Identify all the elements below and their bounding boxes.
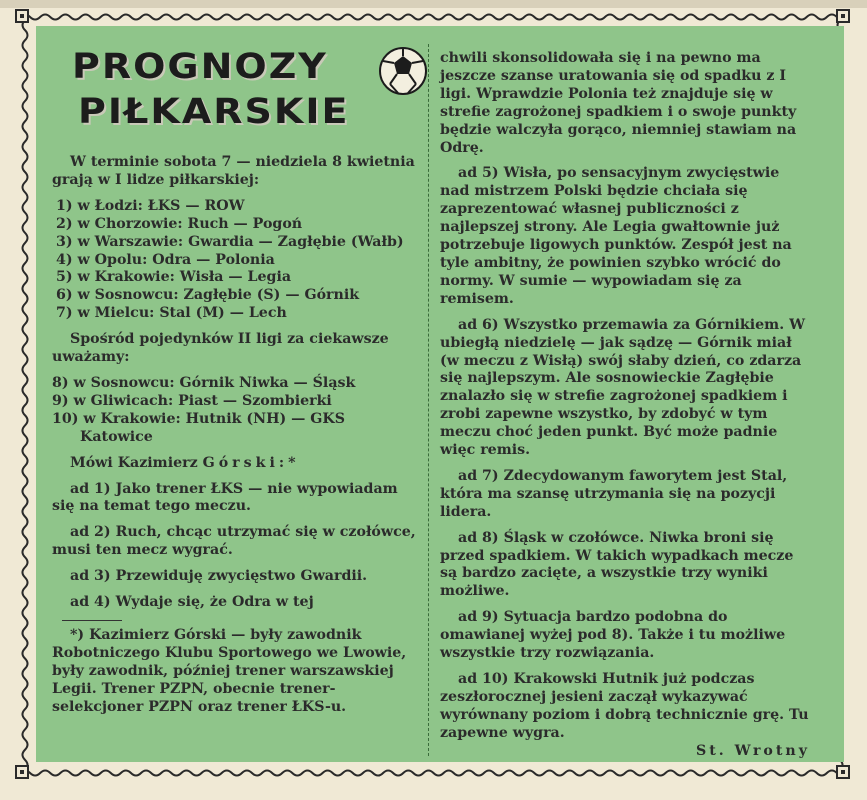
list-item: 6) w Sosnowcu: Zagłębie (S) — Górnik [56,287,360,304]
ornamental-border-left [20,20,30,770]
list-item: 3) w Warszawie: Gwardia — Zagłębie (Wałb) [56,233,404,250]
continued-paragraph: chwili skonsolidowała się i na pewno ma jeszcze szanse uratowania się od spadku z I ligi. Wprawdzie Polonia też znajduje się w strefie zagrożonej spadkiem i o swoje punkty będzie walczyła gorąco, niemniej stawiam na Odrę. [440,50,797,156]
top-strip [0,0,867,8]
ornamental-border-bottom [20,768,847,778]
list-item: 7) w Mielcu: Stal (M) — Lech [56,305,287,322]
list-item: 8) w Sosnowcu: Górnik Niwka — Śląsk [52,374,356,391]
left-column [52,154,420,716]
ad-paragraph: ad 8) Śląsk w czołówce. Niwka broni się przed spadkiem. W takich wypadkach mecze są bardzo zacięte, a wszystkie trzy wyniki możliwe. [440,529,794,600]
corner-ornament [836,765,850,779]
football-icon [378,46,428,96]
quote-intro [52,455,420,473]
ad-paragraph: ad 3) Przewiduję zwycięstwo Gwardii. [70,568,368,585]
ad-paragraph: ad 9) Sytuacja bardzo podobna do omawianej wyżej pod 8). Także i tu możliwe wszystkie trzy rozwiązania. [440,609,786,662]
corner-ornament [15,765,29,779]
column-divider [428,44,430,756]
headline-line-1: PROGNOZY [72,45,328,87]
footnote: *) Kazimierz Górski — były zawodnik Robotniczego Klubu Sportowego we Lwowie, były zawodnik, później trener warszawskiej Legii. Trener PZPN, obecnie trener-selekcjoner PZPN oraz trener ŁKS-u. [52,626,407,715]
ad-paragraph: ad 5) Wisła, po sensacyjnym zwycięstwie nad mistrzem Polski będzie chciała się zaprezentować własnej publiczności z najlepszej strony. Ale Legia gwałtownie już potrzebuje ligowych punktów. Zespół jest na tyle ambitny, że powinien szybko wrócić do normy. W sumie — wypowiadam się za remisem. [440,165,792,307]
author-signature: St. Wrotny [695,742,810,759]
list-item: 5) w Krakowie: Wisła — Legia [56,269,292,286]
ornamental-border-top [20,12,847,22]
ad-paragraph: ad 6) Wszystko przemawia za Górnikiem. W ubiegłą niedzielę — jak sądzę — Górnik miał (w meczu z Wisłą) swój słaby dzień, co zdarza się najlepszym. Ale sosnowieckie Zagłębie znalazło się w strefie zagrożonej spadkiem i zrobi zapewne wszystko, by zdobyć w tym meczu choć jeden punkt. Być może padnie więc remis. [440,316,806,459]
article-headline [48,38,420,138]
corner-ornament [836,9,850,23]
right-column [440,50,810,761]
quoted-person: Górski:* [202,454,300,471]
ad-paragraph: ad 7) Zdecydowanym faworytem jest Stal, która ma szansę utrzymania się na pozycji lidera. [440,467,788,520]
footnote-rule [62,620,122,621]
ad-paragraph: ad 10) Krakowski Hutnik już podczas zeszłorocznej jesieni zaczął wykazywać wyrównany poziom i dobrą technicznie grę. Tu zapewne wygra. [440,671,809,741]
corner-ornament [15,9,29,23]
ad-paragraph: ad 2) Ruch, chcąc utrzymać się w czołówce, musi ten mecz wygrać. [52,524,416,559]
intro-paragraph: W terminie sobota 7 — niedziela 8 kwietnia grają w I lidze piłkarskiej: [52,154,415,188]
quote-intro-prefix: Mówi Kazimierz [70,454,198,471]
ad-paragraph: ad 4) Wydaje się, że Odra w tej [70,594,314,611]
list-item: 10) w Krakowie: Hutnik (NH) — GKS Katowice [52,410,345,445]
list-item: 1) w Łodzi: ŁKS — ROW [56,197,245,214]
intro-paragraph-2: Spośród pojedynków II ligi za ciekawsze uważamy: [52,331,389,366]
list-item: 9) w Gliwicach: Piast — Szombierki [52,392,332,409]
headline-line-2: PIŁKARSKIE [78,90,350,132]
list-item: 2) w Chorzowie: Ruch — Pogoń [56,215,303,232]
list-item: 4) w Opolu: Odra — Polonia [56,251,275,268]
ad-paragraph: ad 1) Jako trener ŁKS — nie wypowiadam się na temat tego meczu. [52,480,398,515]
